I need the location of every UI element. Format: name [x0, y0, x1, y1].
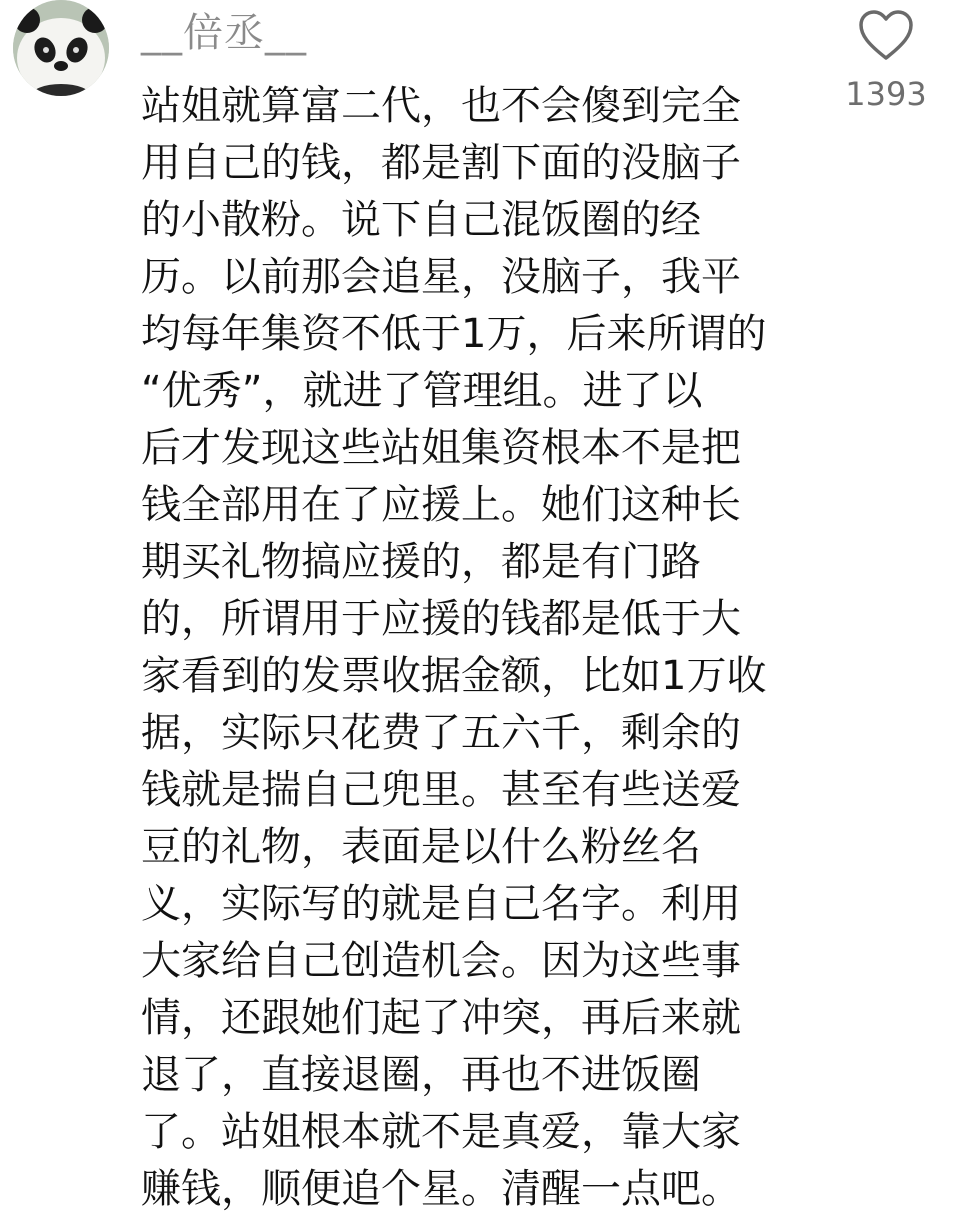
comment-line: 据，实际只花费了五六千，剩余的 [141, 710, 741, 756]
comment-line: 期买礼物搞应援的，都是有门路 [141, 539, 701, 585]
comment-line: 赚钱，顺便追个星。清醒一点吧。 [141, 1166, 741, 1212]
comment-line: 的小散粉。说下自己混饭圈的经 [141, 197, 701, 243]
comment-line: 钱全部用在了应援上。她们这种长 [141, 482, 741, 528]
like-section [840, 10, 932, 120]
comment-line: 后才发现这些站姐集资根本不是把 [141, 425, 741, 471]
comment-line: 了。站姐根本就不是真爱，靠大家 [141, 1109, 741, 1155]
comment-line: 均每年集资不低于1万，后来所谓的 [141, 311, 767, 357]
comment-line: 用自己的钱，都是割下面的没脑子 [141, 140, 741, 186]
heart-icon[interactable] [858, 10, 914, 62]
comment-line: 豆的礼物，表面是以什么粉丝名 [141, 824, 701, 870]
comment-line: 大家给自己创造机会。因为这些事 [141, 938, 741, 984]
like-count: 1393 [845, 75, 927, 113]
comment-line: 的，所谓用于应援的钱都是低于大 [141, 596, 741, 642]
comment-line: 退了，直接退圈，再也不进饭圈 [141, 1052, 701, 1098]
username[interactable]: __倍丞__ [141, 10, 307, 56]
comment-text [141, 78, 821, 1218]
comment-line: “优秀”，就进了管理组。进了以 [141, 368, 703, 414]
comment-line: 站姐就算富二代，也不会傻到完全 [141, 83, 741, 129]
comment-line: 义，实际写的就是自己名字。利用 [141, 881, 741, 927]
comment-line: 家看到的发票收据金额，比如1万收 [141, 653, 767, 699]
avatar[interactable] [13, 0, 109, 96]
comment-line: 钱就是揣自己兜里。甚至有些送爱 [141, 767, 741, 813]
comment-line: 情，还跟她们起了冲突，再后来就 [141, 995, 741, 1041]
comment-line: 历。以前那会追星，没脑子，我平 [141, 254, 741, 300]
